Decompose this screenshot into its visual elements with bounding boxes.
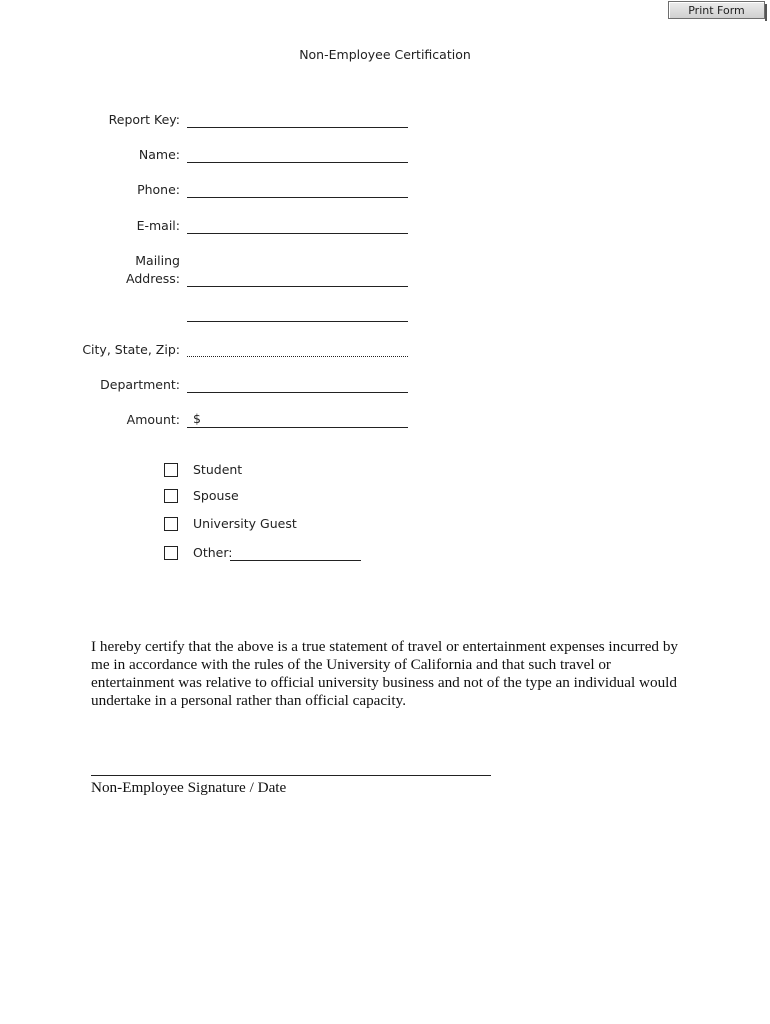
phone-label: Phone:: [137, 182, 180, 197]
email-field[interactable]: [187, 233, 408, 234]
other-label: Other:: [193, 545, 233, 560]
university-guest-checkbox[interactable]: [164, 517, 178, 531]
other-checkbox[interactable]: [164, 546, 178, 560]
city-state-zip-label: City, State, Zip:: [82, 342, 180, 357]
mailing-address-field-1[interactable]: [187, 286, 408, 287]
department-field[interactable]: [187, 392, 408, 393]
amount-field[interactable]: [187, 427, 408, 428]
mailing-label-line2: Address:: [126, 271, 180, 286]
dollar-sign: $: [193, 411, 201, 426]
print-form-button[interactable]: Print Form: [668, 1, 765, 19]
student-checkbox[interactable]: [164, 463, 178, 477]
email-label: E-mail:: [136, 218, 180, 233]
mailing-label-line1: Mailing: [135, 253, 180, 268]
university-guest-label: University Guest: [193, 516, 297, 531]
phone-field[interactable]: [187, 197, 408, 198]
department-label: Department:: [100, 377, 180, 392]
spouse-checkbox[interactable]: [164, 489, 178, 503]
name-field[interactable]: [187, 162, 408, 163]
city-state-zip-field[interactable]: [187, 356, 408, 357]
form-title: Non-Employee Certification: [299, 47, 471, 62]
signature-label: Non-Employee Signature / Date: [91, 779, 287, 796]
student-label: Student: [193, 462, 243, 477]
report-key-label: Report Key:: [108, 112, 180, 127]
report-key-field[interactable]: [187, 127, 408, 128]
amount-label: Amount:: [126, 412, 180, 427]
spouse-label: Spouse: [193, 488, 239, 503]
name-label: Name:: [138, 147, 180, 162]
other-text-field[interactable]: [230, 560, 361, 561]
signature-line[interactable]: [91, 775, 491, 776]
mailing-address-field-2[interactable]: [187, 321, 408, 322]
certification-statement: I hereby certify that the above is a true statement of travel or entertainment expenses incurred by me in accordance with the rules of the University of California and that such travel or entertainment was relative to official university business and not of the type an individual would undertake in a personal rather than official capacity.: [91, 638, 679, 709]
